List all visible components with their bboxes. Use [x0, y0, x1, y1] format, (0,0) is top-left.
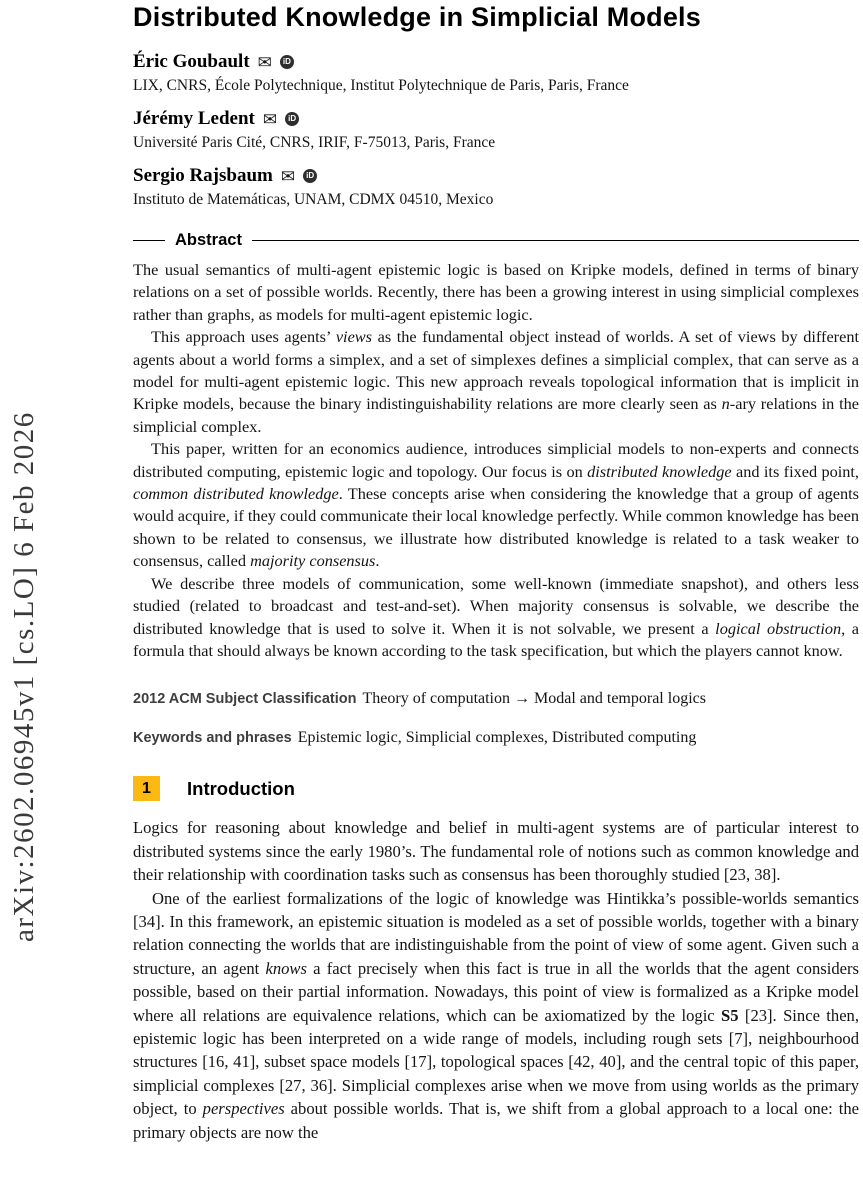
section-number-box: 1 — [133, 776, 160, 801]
author-name-row — [133, 108, 859, 130]
acm-classification-line — [133, 688, 859, 710]
keywords-line — [133, 727, 859, 749]
introduction-paragraph: Logics for reasoning about knowledge and belief in multi-agent systems are of particular interest to distributed systems since the early 1980’s. The fundamental role of notions such as common knowledge and their relationship with coordination tasks such as consensus has been thoroughly studied [23, 38]. — [133, 818, 859, 885]
author-block — [133, 51, 859, 95]
abstract-rule-left — [133, 240, 165, 241]
abstract-paragraph: This approach uses agents’ views as the fundamental object instead of worlds. A set of views by different agents about a world forms a simplex, and a set of simplexes defines a simplicial complex, that can serve as a model for multi-agent epistemic logic. This new approach reveals topological information that is implicit in Kripke models, because the binary indistinguishability relations are more clearly seen as n-ary relations in the simplicial complex. — [133, 327, 859, 436]
abstract-rule-right — [252, 240, 859, 241]
author-name-row — [133, 51, 859, 73]
section-heading — [133, 776, 859, 801]
author-name: Jérémy Ledent — [133, 108, 255, 129]
arxiv-watermark: arXiv:2602.06945v1 [cs.LO] 6 Feb 2026 — [8, 411, 40, 942]
author-name: Éric Goubault — [133, 51, 250, 72]
mail-icon[interactable]: ✉ — [257, 52, 272, 72]
authors-block — [133, 51, 859, 209]
author-block — [133, 108, 859, 152]
acm-classification-text: Theory of computation → Modal and temporal logics — [362, 690, 706, 708]
author-affiliation: Instituto de Matemáticas, UNAM, CDMX 04510, Mexico — [133, 191, 494, 208]
mail-icon[interactable]: ✉ — [262, 109, 278, 129]
introduction-paragraph: One of the earliest formalizations of the logic of knowledge was Hintikka’s possible-worlds semantics [34]. In this framework, an epistemic situation is modeled as a set of possible worlds, together with a binary relation connecting the worlds that are indistinguishable from the point of view of some agent. Given such a structure, an agent knows a fact precisely when this fact is true in all the worlds that the agent considers possible, based on their partial information. Nowadays, this point of view is formalized as a Kripke model where all relations are equivalence relations, which can be axiomatized by the logic S5 [23]. Since then, epistemic logic has been interpreted on a wide range of models, including rough sets [7], neighbourhood structures [16, 41], subset space models [17], topological spaces [42, 40], and the central topic of this paper, simplicial complexes [27, 36]. Simplicial complexes arise when we move from using worlds as the primary object, to perspectives about possible worlds. That is, we shift from a global approach to a local one: the primary objects are now the — [133, 888, 860, 1142]
abstract-paragraph: The usual semantics of multi-agent epistemic logic is based on Kripke models, defined in terms of binary relations on a set of possible worlds. Recently, there has been a growing interest in using simplicial complexes rather than graphs, as models for multi-agent epistemic logic. — [133, 260, 859, 324]
abstract-paragraph: This paper, written for an economics audience, introduces simplicial models to non-experts and connects distributed computing, epistemic logic and topology. Our focus is on distributed knowledge and its fixed point, common distributed knowledge. These concepts arise when considering the knowledge that a group of agents would acquire, if they could communicate their local knowledge perfectly. While common knowledge has been shown to be related to consensus, we illustrate how distributed knowledge is related to a task weaker to consensus, called majority consensus. — [133, 439, 860, 571]
abstract-label: Abstract — [175, 231, 242, 249]
orcid-icon[interactable]: iD — [303, 169, 317, 183]
orcid-icon[interactable]: iD — [285, 112, 299, 126]
acm-classification-label: 2012 ACM Subject Classification — [133, 691, 357, 708]
abstract-body — [133, 259, 859, 662]
author-name: Sergio Rajsbaum — [133, 165, 273, 186]
introduction-body — [133, 816, 859, 1144]
abstract-heading — [133, 231, 859, 250]
keywords-label: Keywords and phrases — [133, 730, 292, 747]
paper-title: Distributed Knowledge in Simplicial Models — [133, 2, 701, 32]
author-name-row — [133, 165, 859, 187]
section-title: Introduction — [187, 777, 295, 799]
orcid-icon[interactable]: iD — [280, 55, 294, 69]
author-block — [133, 165, 859, 209]
author-affiliation: LIX, CNRS, École Polytechnique, Institut Polytechnique de Paris, Paris, France — [133, 77, 629, 94]
mail-icon[interactable]: ✉ — [280, 166, 296, 186]
author-affiliation: Université Paris Cité, CNRS, IRIF, F-75013, Paris, France — [133, 134, 496, 151]
keywords-text: Epistemic logic, Simplicial complexes, Distributed computing — [297, 729, 697, 747]
abstract-paragraph: We describe three models of communication, some well-known (immediate snapshot), and others less studied (related to broadcast and test-and-set). When majority consensus is solvable, we describe the distributed knowledge that is used to solve it. When it is not solvable, we present a logical obstruction, a formula that should always be known according to the task specification, but which the players cannot know. — [133, 573, 859, 660]
paper-page — [133, 0, 859, 1144]
